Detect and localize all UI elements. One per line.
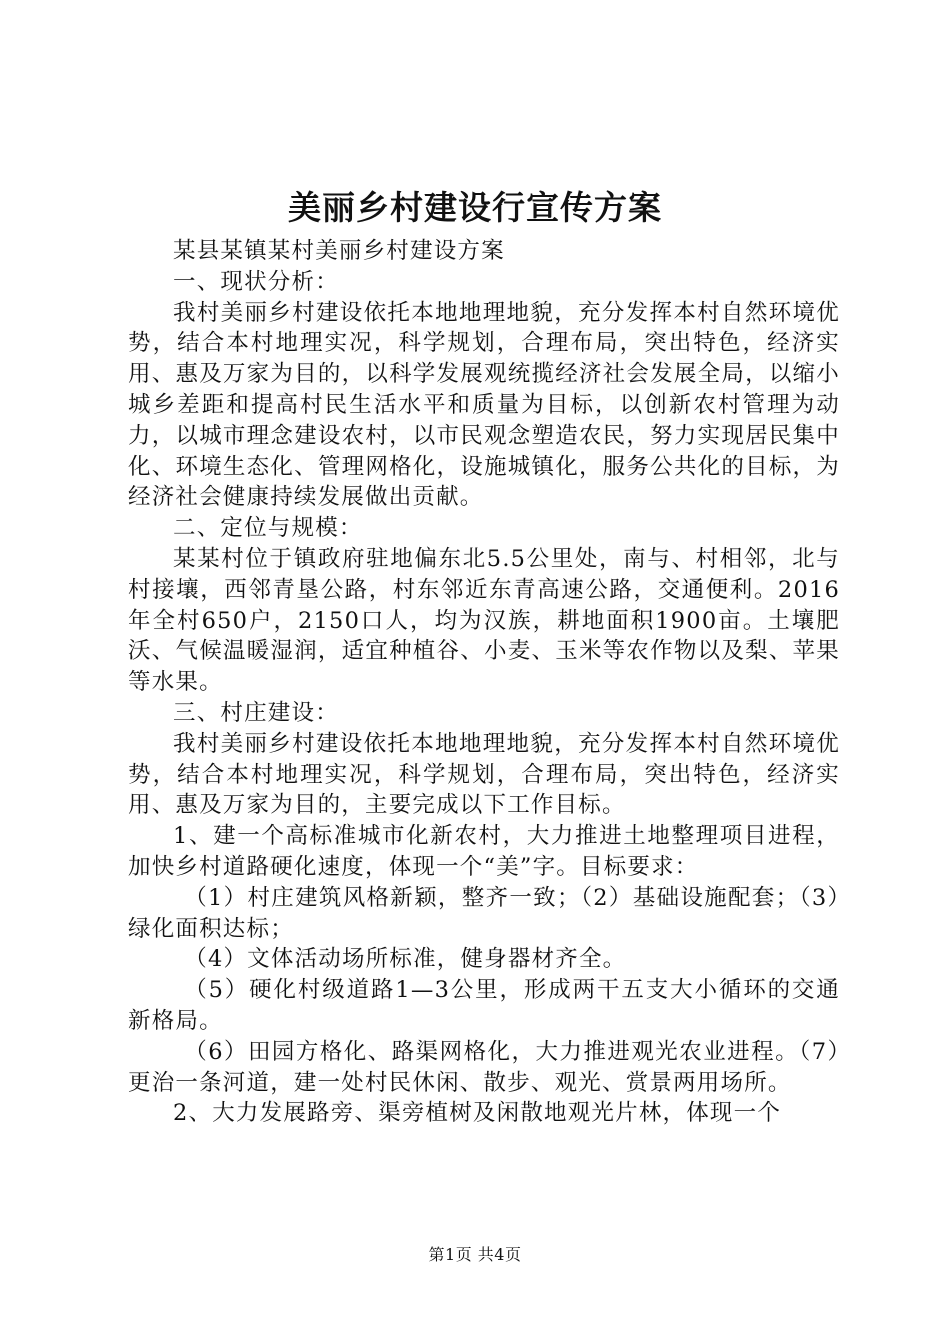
paragraph-positioning: 某某村位于镇政府驻地偏东北5.5公里处，南与、村相邻，北与村接壤，西邻青垦公路，村东邻近东青高速公路，交通便利。2016年全村650户，2150口人，均为汉族，耕地面积1900亩。土壤肥沃、气候温暖湿润，适宜种植谷、小麦、玉米等农作物以及梨、苹果等水果。: [128, 545, 840, 696]
paragraph-requirements-6-7: （6）田园方格化、路渠网格化，大力推进观光农业进程。（7）更治一条河道，建一处村民休闲、散步、观光、赏景两用场所。: [128, 1038, 840, 1096]
section-heading-construction: 三、村庄建设：: [173, 699, 339, 726]
paragraph-requirement-5: （5）硬化村级道路1—3公里，形成两干五支大小循环的交通新格局。: [128, 977, 840, 1034]
paragraph-goal-2: 2、大力发展路旁、渠旁植树及闲散地观光片林，体现一个: [173, 1100, 782, 1127]
paragraph-requirements-1-3: （1）村庄建筑风格新颖，整齐一致；（2）基础设施配套；（3）绿化面积达标；: [128, 884, 840, 942]
section-heading-status: 一、现状分析：: [173, 268, 339, 295]
paragraph-construction: 我村美丽乡村建设依托本地地理地貌，充分发挥本村自然环境优势，结合本村地理实况，科学规划，合理布局，突出特色，经济实用、惠及万家为目的，主要完成以下工作目标。: [128, 730, 840, 819]
paragraph-status-analysis: 我村美丽乡村建设依托本地地理地貌，充分发挥本村自然环境优势，结合本村地理实况，科学规划，合理布局，突出特色，经济实用、惠及万家为目的，以科学发展观统揽经济社会发展全局，以缩小城乡差距和提高村民生活水平和质量为目标，以创新农村管理为动力，以城市理念建设农村，以市民观念塑造农民，努力实现居民集中化、环境生态化、管理网格化，设施城镇化，服务公共化的目标，为经济社会健康持续发展做出贡献。: [128, 299, 840, 511]
subtitle-paragraph: 某县某镇某村美丽乡村建设方案: [173, 238, 505, 264]
section-heading-positioning: 二、定位与规模：: [173, 515, 363, 542]
document-title: 美丽乡村建设行宣传方案: [288, 188, 662, 227]
paragraph-goal-1: 1、建一个高标准城市化新农村，大力推进土地整理项目进程，加快乡村道路硬化速度，体现一个“美”字。目标要求：: [128, 823, 840, 880]
page-footer: 第1页 共4页: [428, 1245, 522, 1264]
document-body: [128, 236, 840, 1129]
paragraph-requirement-4: （4）文体活动场所标准，健身器材齐全。: [184, 946, 627, 973]
